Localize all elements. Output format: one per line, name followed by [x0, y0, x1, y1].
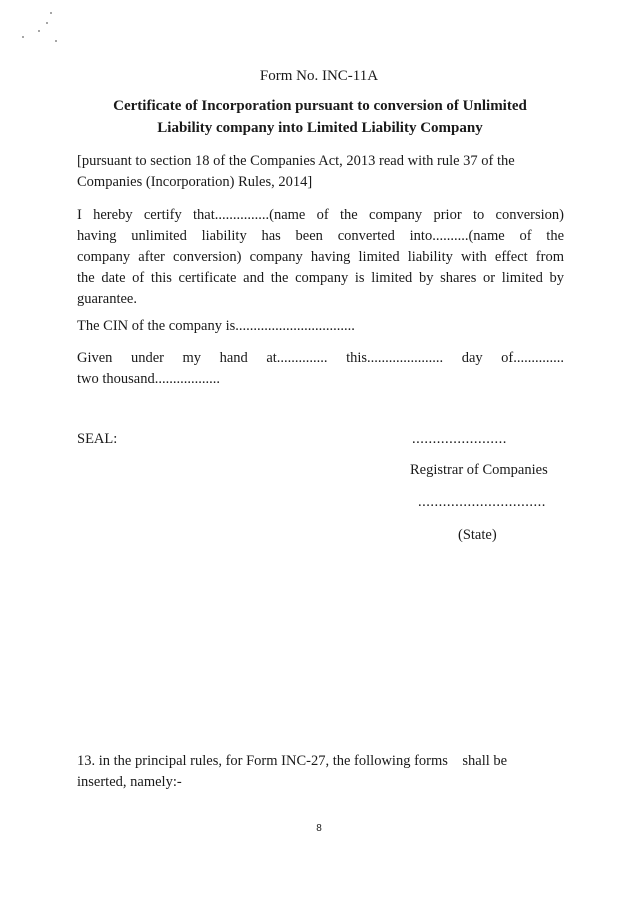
given-line: two thousand..................	[77, 371, 220, 387]
scan-speck	[55, 40, 57, 42]
cin-line	[77, 316, 564, 337]
certificate-title-line: Certificate of Incorporation pursuant to conversion of Unlimited	[113, 98, 527, 114]
state-blank: ...............................	[418, 494, 546, 510]
scan-speck	[50, 12, 52, 14]
pursuant-clause	[77, 151, 564, 193]
state-label: (State)	[458, 527, 497, 543]
certification-line: guarantee.	[77, 291, 137, 307]
signature-blank: .......................	[412, 431, 507, 447]
pursuant-line: [pursuant to section 18 of the Companies Act, 2013 read with rule 37 of the	[77, 153, 515, 169]
given-under-hand	[77, 348, 564, 390]
page-number: 8	[316, 823, 322, 834]
seal-label: SEAL:	[77, 431, 118, 447]
registrar-title: Registrar of Companies	[410, 462, 548, 478]
certification-line: having unlimited liability has been converted into..........(name of the	[77, 228, 564, 244]
rule-13-line: 13. in the principal rules, for Form INC-27, the following forms shall be	[77, 753, 508, 769]
certification-line: company after conversion) company having limited liability with effect from	[77, 249, 564, 265]
rule-13-paragraph	[77, 751, 564, 793]
scan-speck	[38, 30, 40, 32]
certificate-title-line: Liability company into Limited Liability Company	[157, 120, 483, 136]
given-line: Given under my hand at.............. this..................... day of..............	[77, 350, 564, 366]
cin-text: The CIN of the company is.................................	[77, 318, 355, 334]
pursuant-line: Companies (Incorporation) Rules, 2014]	[77, 174, 313, 190]
certification-paragraph	[77, 205, 564, 310]
rule-13-line: inserted, namely:-	[77, 774, 182, 790]
certificate-title	[100, 95, 540, 139]
form-number: Form No. INC-11A	[259, 68, 379, 84]
certification-line: I hereby certify that...............(name of the company prior to conversion)	[77, 207, 564, 223]
certification-line: the date of this certificate and the company is limited by shares or limited by	[77, 270, 564, 286]
scan-speck	[46, 22, 48, 24]
scan-speck	[22, 36, 24, 38]
